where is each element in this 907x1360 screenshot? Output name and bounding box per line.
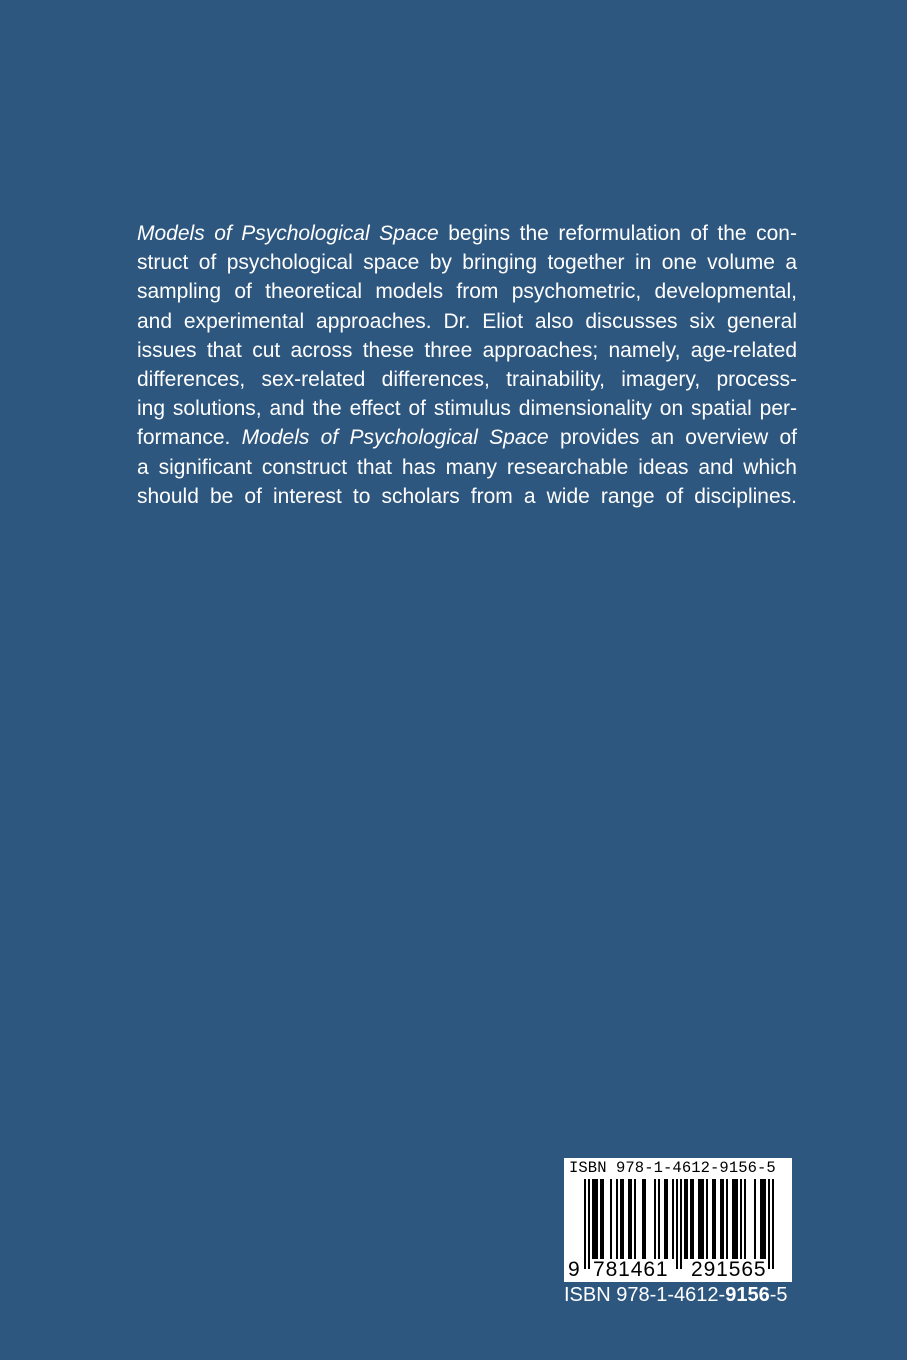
blurb-line-9: a significant construct that has many researchable ideas and which <box>137 455 797 479</box>
barcode-bar <box>690 1179 694 1259</box>
barcode-bar <box>616 1179 618 1259</box>
barcode-bar <box>726 1179 728 1259</box>
barcode-bar <box>698 1179 704 1259</box>
barcode-guard-bar <box>588 1179 590 1269</box>
barcode-left-digits: 781461 <box>593 1258 669 1281</box>
barcode-bar <box>658 1179 660 1259</box>
barcode-bar <box>754 1179 756 1259</box>
barcode-bar <box>706 1179 708 1259</box>
barcode-bar <box>672 1179 674 1259</box>
blurb-line-1: Models of Psychological Space begins the reformulation of the con- <box>137 222 797 245</box>
isbn-number: ISBN 978-1-4612-9156-5 <box>564 1284 788 1306</box>
blurb-line-10: should be of interest to scholars from a wide range of disciplines. <box>137 484 797 508</box>
barcode <box>564 1158 792 1282</box>
barcode-bar <box>634 1179 636 1259</box>
barcode-guard-bar <box>584 1179 586 1269</box>
blurb-line-6: differences, sex-related differences, trainability, imagery, process- <box>137 367 797 391</box>
book-title-italic: Models of Psychological Space <box>137 222 439 245</box>
barcode-bar <box>664 1179 668 1259</box>
barcode-guard-bar <box>680 1179 682 1269</box>
barcode-bar <box>654 1179 656 1259</box>
barcode-bar <box>744 1179 746 1259</box>
barcode-bar <box>600 1179 604 1259</box>
barcode-guard-bar <box>676 1179 678 1269</box>
barcode-guard-bar <box>768 1179 770 1269</box>
barcode-bar <box>740 1179 742 1259</box>
barcode-bar <box>592 1179 598 1259</box>
blurb-line-8: formance. Models of Psychological Space provides an overview of <box>137 426 797 450</box>
back-cover-blurb <box>137 219 797 511</box>
barcode-bar <box>760 1179 766 1259</box>
barcode-isbn-label: ISBN 978-1-4612-9156-5 <box>569 1159 776 1177</box>
barcode-bar <box>684 1179 688 1259</box>
book-title-italic: Models of Psychological Space <box>241 426 549 450</box>
barcode-guard-bar <box>772 1179 774 1269</box>
barcode-lead-digit: 9 <box>568 1258 580 1281</box>
blurb-line-7: ing solutions, and the effect of stimulus dimensionality on spatial per- <box>137 397 797 421</box>
blurb-line-2: struct of psychological space by bringing together in one volume a <box>137 251 797 275</box>
barcode-right-digits: 291565 <box>691 1258 767 1281</box>
blurb-line-4: and experimental approaches. Dr. Eliot also discusses six general <box>137 309 797 333</box>
barcode-bar <box>620 1179 624 1259</box>
blurb-line-3: sampling of theoretical models from psychometric, developmental, <box>137 280 797 304</box>
barcode-bar <box>712 1179 716 1259</box>
barcode-bar <box>610 1179 612 1259</box>
blurb-line-5: issues that cut across these three approaches; namely, age-related <box>137 338 797 362</box>
barcode-bar <box>642 1179 646 1259</box>
barcode-bar <box>628 1179 632 1259</box>
barcode-bar <box>720 1179 724 1259</box>
barcode-bar <box>732 1179 738 1259</box>
